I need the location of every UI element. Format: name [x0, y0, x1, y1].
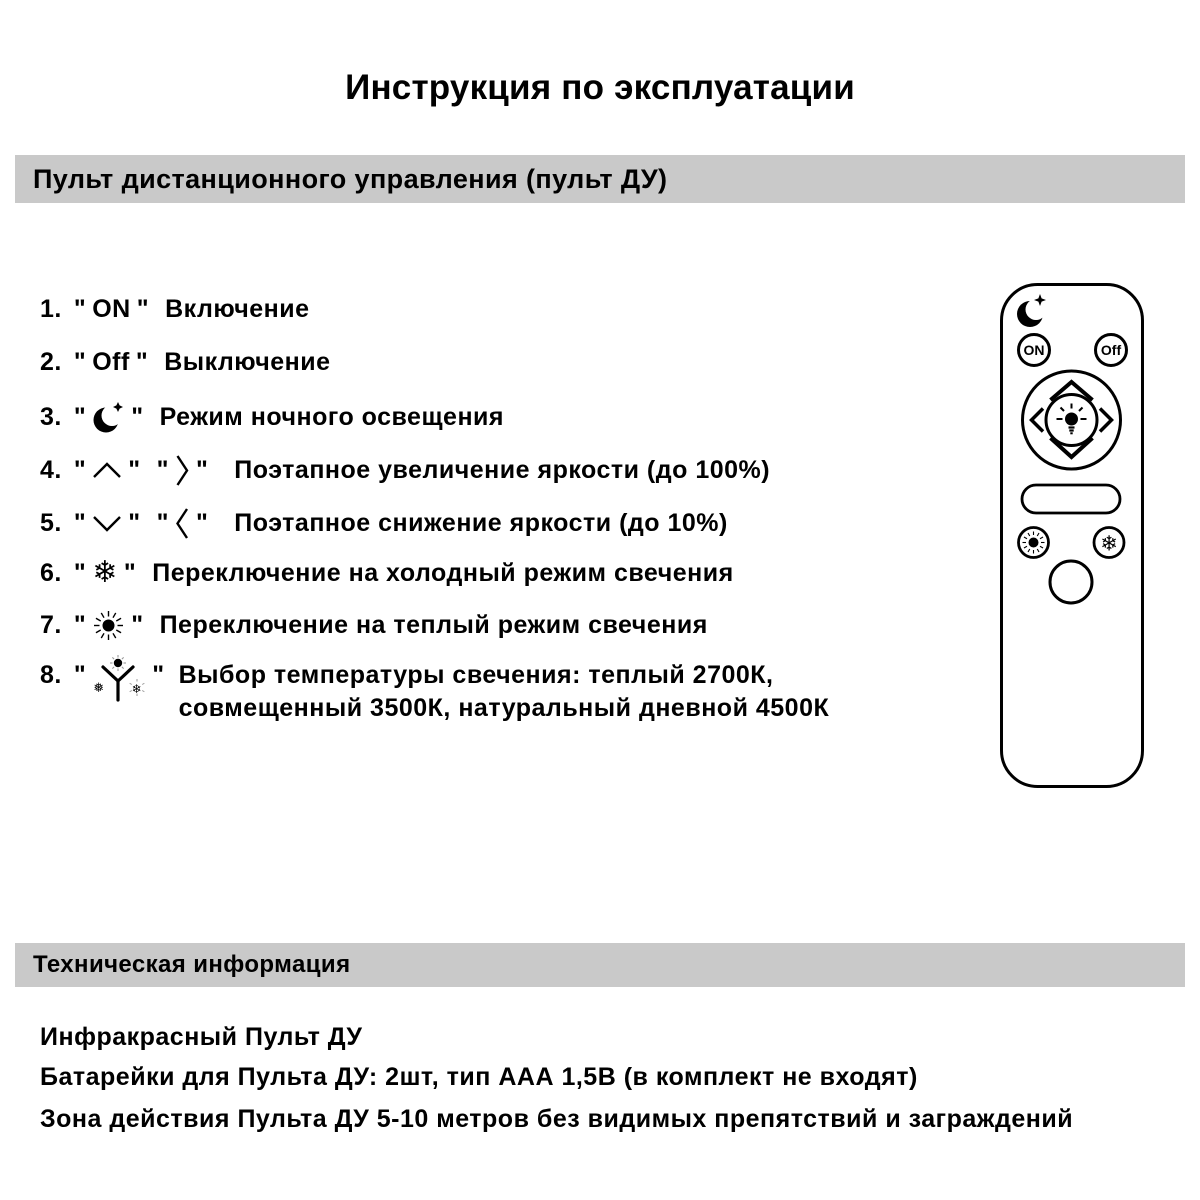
item-number: 8.	[40, 661, 62, 689]
page-title: Инструкция по эксплуатации	[345, 68, 855, 107]
quote-mark: "	[73, 295, 87, 323]
night-mode-moon-icon	[92, 399, 125, 435]
item-text: Включение	[165, 295, 310, 323]
warm-mode-button	[1019, 528, 1049, 558]
list-item-night-mode	[40, 399, 504, 435]
quote-mark: "	[128, 456, 141, 484]
item-text: Поэтапное увеличение яркости (до 100%)	[234, 456, 771, 484]
tech-info-line: Инфракрасный Пульт ДУ	[40, 1023, 363, 1051]
item-number: 5.	[40, 509, 62, 537]
cold-mode-button	[1094, 528, 1124, 558]
quote-mark: "	[195, 509, 209, 537]
svg-text:ON: ON	[1023, 342, 1045, 358]
quote-mark: "	[135, 348, 149, 376]
item-text: Переключение на холодный режим свечения	[152, 558, 734, 587]
quote-mark: "	[73, 348, 87, 376]
section-header-remote	[15, 155, 1185, 203]
quote-mark: "	[152, 661, 165, 689]
quote-mark: "	[73, 558, 87, 587]
remote-off-button	[1096, 335, 1127, 366]
quote-mark: "	[131, 402, 144, 431]
quote-mark: "	[195, 456, 209, 484]
preset-pill-button	[1022, 485, 1120, 513]
remote-control-illustration	[997, 280, 1146, 792]
item-number: 6.	[40, 558, 62, 587]
quote-mark: "	[131, 611, 144, 639]
tech-info-line: Батарейки для Пульта ДУ: 2шт, тип ААА 1,5В (в комплект не входят)	[40, 1063, 918, 1091]
warm-light-sun-icon	[92, 609, 125, 642]
tech-info-line: Зона действия Пульта ДУ 5-10 метров без видимых препятствий и заграждений	[40, 1105, 1074, 1133]
item-text: Переключение на теплый режим свечения	[159, 611, 708, 639]
item-text: Режим ночного освещения	[159, 402, 505, 431]
quote-mark: "	[136, 295, 150, 323]
color-temperature-select-icon	[92, 654, 146, 702]
quote-mark: "	[73, 456, 87, 484]
chevron-up-icon	[92, 462, 122, 479]
item-number: 7.	[40, 611, 62, 639]
off-button-label: Off	[92, 348, 130, 376]
section-header-remote-label: Пульт дистанционного управления (пульт ДУ)	[33, 163, 668, 194]
remote-on-button	[1019, 335, 1050, 366]
snowflake-small-icon: ❅	[93, 680, 105, 695]
quote-mark: "	[73, 402, 87, 431]
list-item-warm-mode	[40, 609, 708, 642]
section-header-tech	[15, 943, 1185, 987]
svg-text:Off: Off	[1100, 342, 1122, 358]
section-header-tech-label: Техническая информация	[33, 951, 351, 978]
item-text	[179, 659, 830, 725]
quote-mark: "	[73, 611, 87, 639]
list-item-off	[40, 348, 330, 377]
snowflake-icon: ❄	[1100, 531, 1118, 556]
quote-mark: "	[128, 509, 141, 537]
item-text: Выключение	[164, 348, 331, 376]
round-button	[1050, 561, 1092, 603]
snowflake-icon: ❄	[92, 555, 118, 590]
angle-right-icon	[175, 454, 190, 487]
chevron-down-icon	[92, 515, 122, 532]
item-text-line1: Выбор температуры свечения: теплый 2700К,	[178, 661, 774, 689]
quote-mark: "	[156, 456, 169, 484]
item-number: 1.	[40, 295, 62, 323]
item-text-line2: совмещенный 3500К, натуральный дневной 4500К	[178, 694, 830, 722]
list-item-cold-mode	[40, 555, 734, 590]
item-number: 2.	[40, 348, 62, 376]
item-number: 3.	[40, 402, 62, 431]
quote-mark: "	[156, 509, 169, 537]
warm-light-sun-icon	[1029, 538, 1039, 548]
on-button-label: ON	[92, 295, 131, 323]
list-item-on	[40, 295, 310, 324]
quote-mark: "	[73, 661, 87, 689]
snowflake-glow-icon: ❄	[131, 682, 143, 696]
item-text: Поэтапное снижение яркости (до 10%)	[234, 509, 728, 537]
item-number: 4.	[40, 456, 62, 484]
quote-mark: "	[73, 509, 87, 537]
angle-left-icon	[175, 507, 190, 540]
quote-mark: "	[123, 558, 137, 587]
list-item-brightness-down	[40, 507, 728, 540]
list-item-brightness-up	[40, 454, 770, 487]
list-item-color-temperature	[40, 659, 829, 725]
